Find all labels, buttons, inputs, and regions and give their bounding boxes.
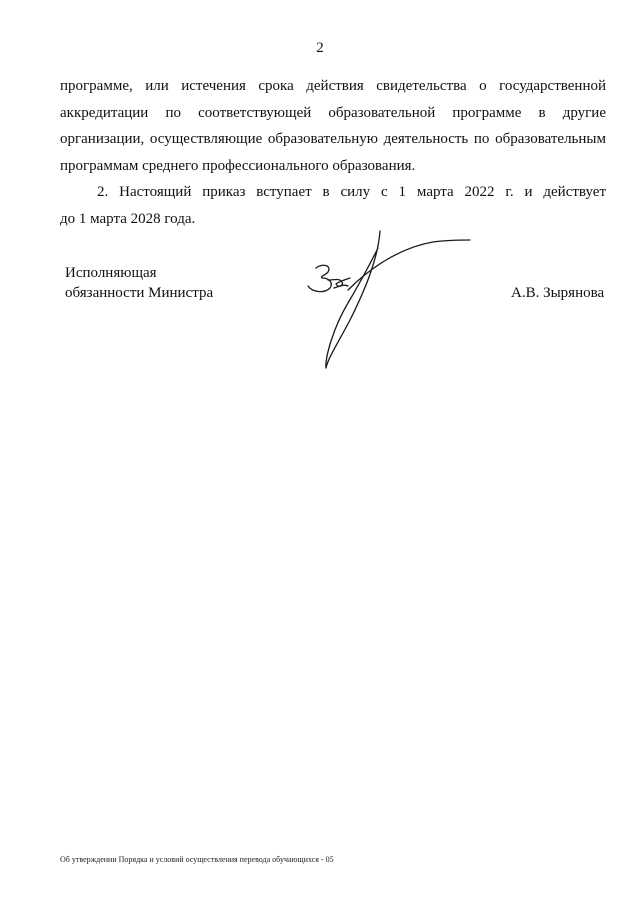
footer-document-reference: Об утверждении Порядка и условий осуществления перевода обучающихся - 05 <box>60 855 334 864</box>
signer-title-line: обязанности Министра <box>65 285 214 301</box>
paragraph-line: до 1 марта 2028 года. <box>60 210 196 227</box>
paragraph-line: программе, или истечения срока действия свидетельства о государственной <box>60 78 606 94</box>
signer-name: А.В. Зырянова <box>511 285 605 301</box>
paragraph-line: аккредитации по соответствующей образовательной программе в другие <box>60 104 606 121</box>
paragraph-line: программам среднего профессионального образования. <box>60 157 416 174</box>
paragraph-continuation <box>60 73 606 179</box>
signer-title <box>65 263 213 303</box>
page-number: 2 <box>316 40 324 56</box>
handwritten-signature <box>298 228 478 373</box>
paragraph-line: организации, осуществляющие образовательную деятельность по образовательным <box>60 131 606 147</box>
paragraph-effective-date <box>60 179 606 232</box>
signer-title-line: Исполняющая <box>65 265 157 281</box>
paragraph-line: 2. Настоящий приказ вступает в силу с 1 марта 2022 г. и действует <box>97 184 606 200</box>
